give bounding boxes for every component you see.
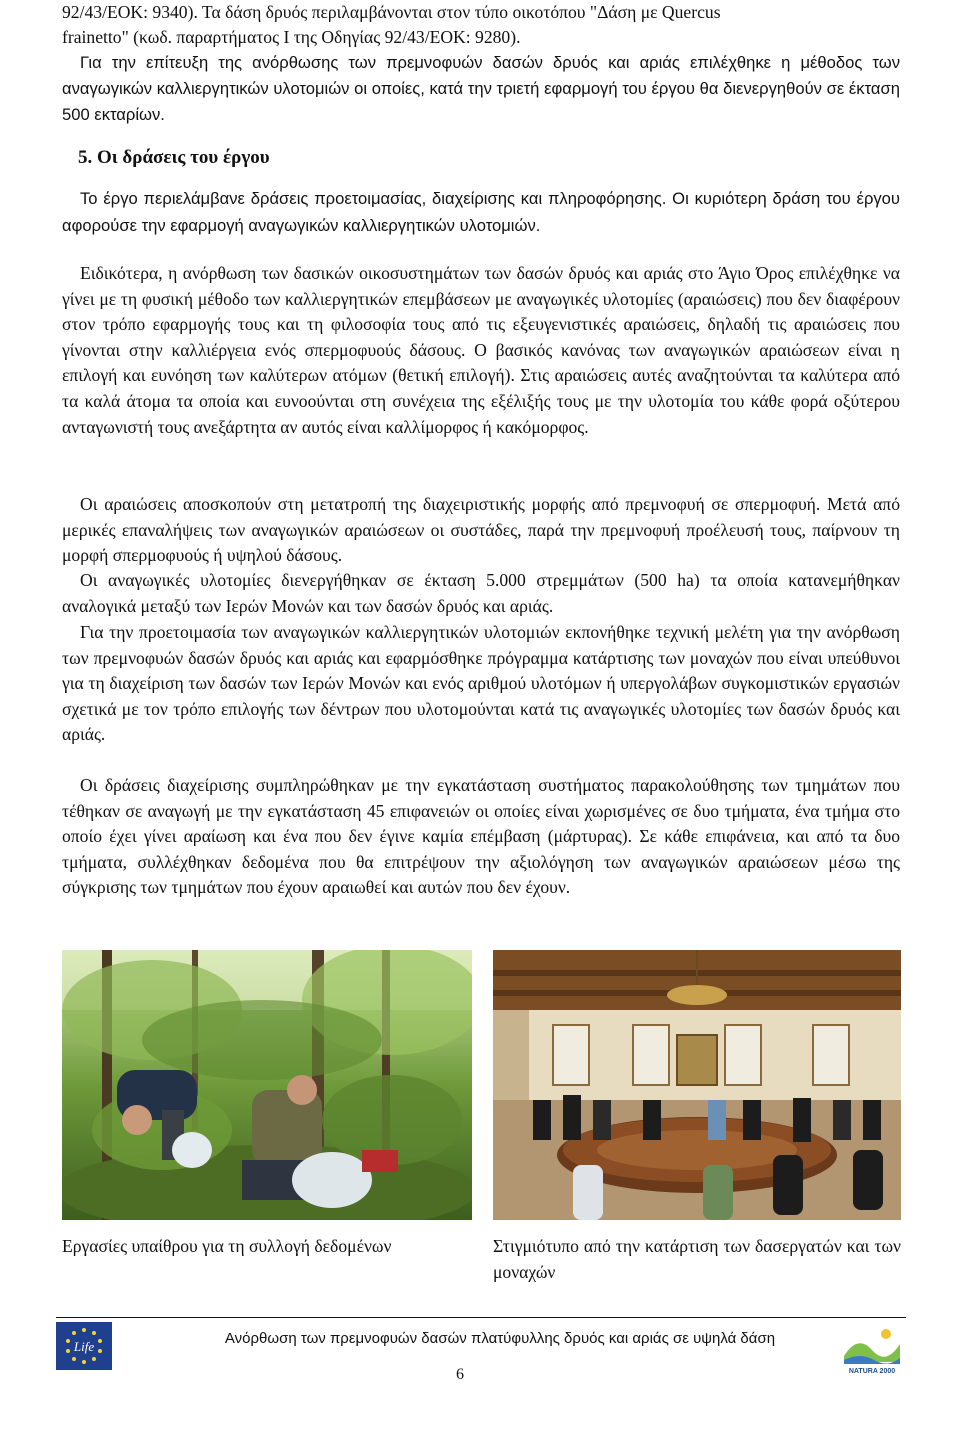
continuation-line-1: 92/43/ΕΟΚ: 9340). Τα δάση δρυός περιλαμβάνονται στον τύπο οικοτόπου "Δάση με Quercus (62, 2, 721, 22)
section-heading: 5. Οι δράσεις του έργου (78, 147, 270, 168)
right-photo-caption: Στιγμιότυπο από την κατάρτιση των δασεργατών και των μοναχών (493, 1236, 901, 1282)
paragraph-3: Οι αναγωγικές υλοτομίες διενεργήθηκαν σε έκταση 5.000 στρεμμάτων (500 ha) τα οποία κατανεμήθηκαν αναλογικά μεταξύ των Ιερών Μονών και των δασών δρυός και αριάς. (62, 570, 900, 616)
paragraph-4: Για την προετοιμασία των αναγωγικών καλλιεργητικών υλοτομιών εκπονήθηκε τεχνική μελέτη για την ανόρθωση των πρεμνοφυών δασών δρυός και αριάς και εφαρμόσθηκε πρόγραμμα κατάρτισης των μοναχών που είναι υπεύθυνοι για τη διαχείριση των δασών των Ιερών Μονών και ενός αριθμού υλοτόμων ή υπεργολάβων συγκομιστικών εργασιών σχετικά με τον τρόπο επιλογής των δέντρων που υλοτομούνται κατά τις αναγωγικές υλοτομίες των δασών δρυός και αριάς. (62, 622, 900, 745)
life-eu-logo (56, 1322, 112, 1370)
paragraph-2: Οι αραιώσεις αποσκοπούν στη μετατροπή της διαχειριστικής μορφής από πρεμνοφυή σε σπερμοφυή. Μετά από μερικές επαναλήψεις των αναγωγικών αραιώσεων οι συστάδες, παρά την πρεμνοφυή προέλευσή τους, παίρνουν τη μορφή σπερμοφυούς ή υψηλού δάσους. (62, 494, 900, 566)
natura-2000-logo (840, 1322, 904, 1376)
natura-logo-text: NATURA 2000 (848, 1368, 896, 1375)
left-photo-caption: Εργασίες υπαίθρου για τη συλλογή δεδομένων (62, 1236, 392, 1256)
life-logo-text: Life (73, 1339, 95, 1354)
paragraph-method: Για την επίτευξη της ανόρθωσης των πρεμνοφυών δασών δρυός και αριάς επιλέχθηκε η μέθοδος των αναγωγικών καλλιεργητικών υλοτομιών οι οποίες, κατά την τριετή εφαρμογή του έργου θα διενεργηθούν σε έκταση 500 εκταρίων. (62, 53, 900, 124)
training-session-photo (493, 950, 901, 1220)
field-work-photo (62, 950, 472, 1220)
continuation-line-2: frainetto" (κωδ. παραρτήματος Ι της Οδηγίας 92/43/ΕΟΚ: 9280). (62, 27, 521, 47)
section-intro: Το έργο περιελάμβανε δράσεις προετοιμασίας, διαχείρισης και πληροφόρησης. Οι κυριότερη δράση του έργου αφορούσε την εφαρμογή αναγωγικών καλλιεργητικών υλοτομιών. (62, 189, 900, 235)
paragraph-5: Οι δράσεις διαχείρισης συμπληρώθηκαν με την εγκατάσταση συστήματος παρακολούθησης των τμημάτων που τέθηκαν σε αναγωγή με την εγκατάσταση 45 επιφανειών οι οποίες είναι χωρισμένες σε δυο τμήματα, ένα τμήμα στο οποίο έχει γίνει αραίωση και ένα που δεν έγινε καμία επέμβαση (μάρτυρας). Σε κάθε επιφάνεια, και από τα δυο τμήματα, συλλέχθηκαν δεδομένα που θα επιτρέψουν την αξιολόγηση των αναγωγικών αραιώσεων μέσω της σύγκρισης των τμημάτων που έχουν αραιωθεί και αυτών που δεν έχουν. (62, 775, 900, 898)
paragraph-1: Ειδικότερα, η ανόρθωση των δασικών οικοσυστημάτων των δασών δρυός και αριάς στο Άγιο Όρος επιλέχθηκε να γίνει με τη φυσική μέθοδο των καλλιεργητικών επεμβάσεων με αναγωγικές υλοτομίες (αραιώσεις) που δεν διαφέρουν στον τρόπο εφαρμογής τους και τη φιλοσοφία τους από τις εξευγενιστικές αραιώσεις, δηλαδή τις αραιώσεις που γίνονται στην καλλιέργεια ενός σπερμοφυούς δάσους. Ο βασικός κανόνας των αναγωγικών αραιώσεων είναι η επιλογή και ευνόηση των καλύτερων ατόμων (θετική επιλογή). Στις αραιώσεις αυτές αναζητούνται τα καλύτερα από τα καλά άτομα τα οποία και ευνοούνται στη συνέχεια της εξέλιξής τους με την υλοτομία του κάθε φορά οξύτερου ανταγωνιστή τους ανεξάρτητα αν αυτός είναι καλλίμορφος ή κακόμορφος. (62, 263, 900, 437)
page-number: 6 (456, 1366, 464, 1383)
footer-title: Ανόρθωση των πρεμνοφυών δασών πλατύφυλλης δρυός και αριάς σε υψηλά δάση (224, 1330, 776, 1347)
footer-divider (56, 1317, 906, 1318)
